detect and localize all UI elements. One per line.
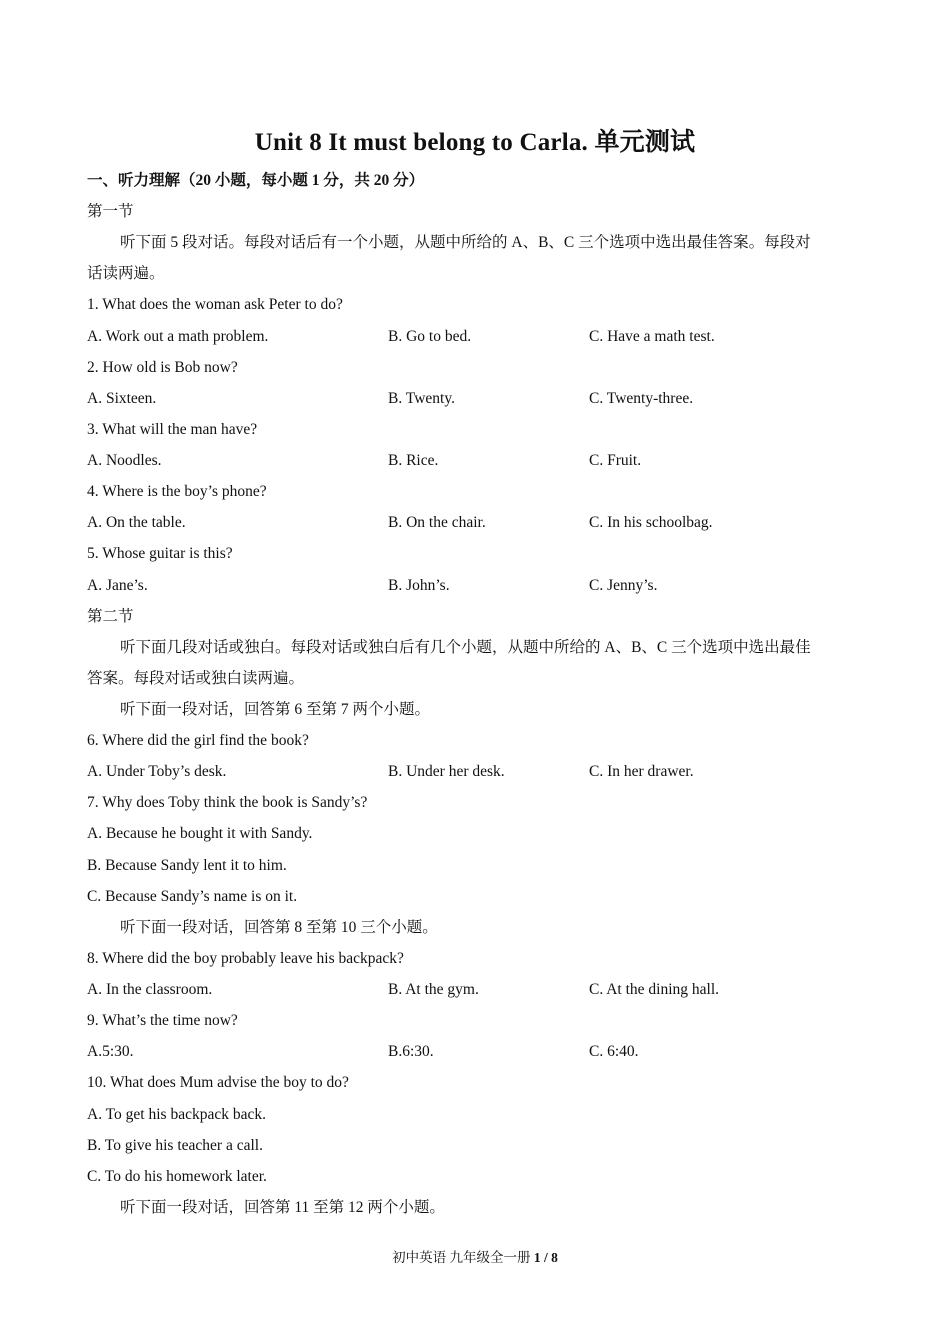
q2-option-c: C. Twenty-three. <box>589 390 694 407</box>
question-9: 9. What’s the time now? <box>87 1012 238 1029</box>
q6-option-c: C. In her drawer. <box>589 763 694 780</box>
q8-option-a: A. In the classroom. <box>87 981 213 998</box>
q8-option-b: B. At the gym. <box>388 981 479 998</box>
dialog-intro-6-7: 听下面一段对话，回答第 6 至第 7 两个小题。 <box>120 701 431 718</box>
q5-option-c: C. Jenny’s. <box>589 577 658 594</box>
q7-option-b: B. Because Sandy lent it to him. <box>87 857 287 874</box>
question-1: 1. What does the woman ask Peter to do? <box>87 296 343 313</box>
q2-option-b: B. Twenty. <box>388 390 455 407</box>
part2-instruction-line2: 答案。每段对话或独白读两遍。 <box>87 670 305 687</box>
part1-instruction-line1: 听下面 5 段对话。每段对话后有一个小题，从题中所给的 A、B、C 三个选项中选出最佳答案。每段对 <box>120 234 811 251</box>
q9-option-b: B.6:30. <box>388 1043 434 1060</box>
q9-option-a: A.5:30. <box>87 1043 134 1060</box>
dialog-intro-11-12: 听下面一段对话，回答第 11 至第 12 两个小题。 <box>120 1199 445 1216</box>
dialog-intro-8-10: 听下面一段对话，回答第 8 至第 10 三个小题。 <box>120 919 438 936</box>
q4-option-c: C. In his schoolbag. <box>589 514 713 531</box>
q10-option-a: A. To get his backpack back. <box>87 1106 266 1123</box>
question-6: 6. Where did the girl find the book? <box>87 732 309 749</box>
question-10: 10. What does Mum advise the boy to do? <box>87 1074 349 1091</box>
q8-option-c: C. At the dining hall. <box>589 981 720 998</box>
question-4: 4. Where is the boy’s phone? <box>87 483 267 500</box>
q4-option-b: B. On the chair. <box>388 514 486 531</box>
question-7: 7. Why does Toby think the book is Sandy’s? <box>87 794 368 811</box>
page-footer <box>0 1246 950 1266</box>
question-3: 3. What will the man have? <box>87 421 258 438</box>
q2-option-a: A. Sixteen. <box>87 390 157 407</box>
q1-option-a: A. Work out a math problem. <box>87 328 269 345</box>
q5-option-a: A. Jane’s. <box>87 577 148 594</box>
question-2: 2. How old is Bob now? <box>87 359 238 376</box>
q3-option-b: B. Rice. <box>388 452 439 469</box>
part-heading-2: 第二节 <box>87 608 134 625</box>
q1-option-c: C. Have a math test. <box>589 328 715 345</box>
footer-text: 初中英语 九年级全一册 <box>392 1250 534 1265</box>
q7-option-c: C. Because Sandy’s name is on it. <box>87 888 298 905</box>
section-heading-listening: 一、听力理解（20 小题，每小题 1 分，共 20 分） <box>87 172 425 189</box>
q1-option-b: B. Go to bed. <box>388 328 472 345</box>
q7-option-a: A. Because he bought it with Sandy. <box>87 825 313 842</box>
q4-option-a: A. On the table. <box>87 514 186 531</box>
q10-option-b: B. To give his teacher a call. <box>87 1137 263 1154</box>
q3-option-a: A. Noodles. <box>87 452 162 469</box>
part2-instruction-line1: 听下面几段对话或独白。每段对话或独白后有几个小题，从题中所给的 A、B、C 三个选项中选出最佳 <box>120 639 811 656</box>
page-number: 1 / 8 <box>533 1250 558 1265</box>
q9-option-c: C. 6:40. <box>589 1043 639 1060</box>
part-heading-1: 第一节 <box>87 203 134 220</box>
q6-option-a: A. Under Toby’s desk. <box>87 763 227 780</box>
page-title: Unit 8 It must belong to Carla. 单元测试 <box>254 129 696 156</box>
q3-option-c: C. Fruit. <box>589 452 642 469</box>
part1-instruction-line2: 话读两遍。 <box>87 265 165 282</box>
q10-option-c: C. To do his homework later. <box>87 1168 267 1185</box>
q5-option-b: B. John’s. <box>388 577 450 594</box>
q6-option-b: B. Under her desk. <box>388 763 505 780</box>
question-5: 5. Whose guitar is this? <box>87 545 233 562</box>
question-8: 8. Where did the boy probably leave his backpack? <box>87 950 404 967</box>
